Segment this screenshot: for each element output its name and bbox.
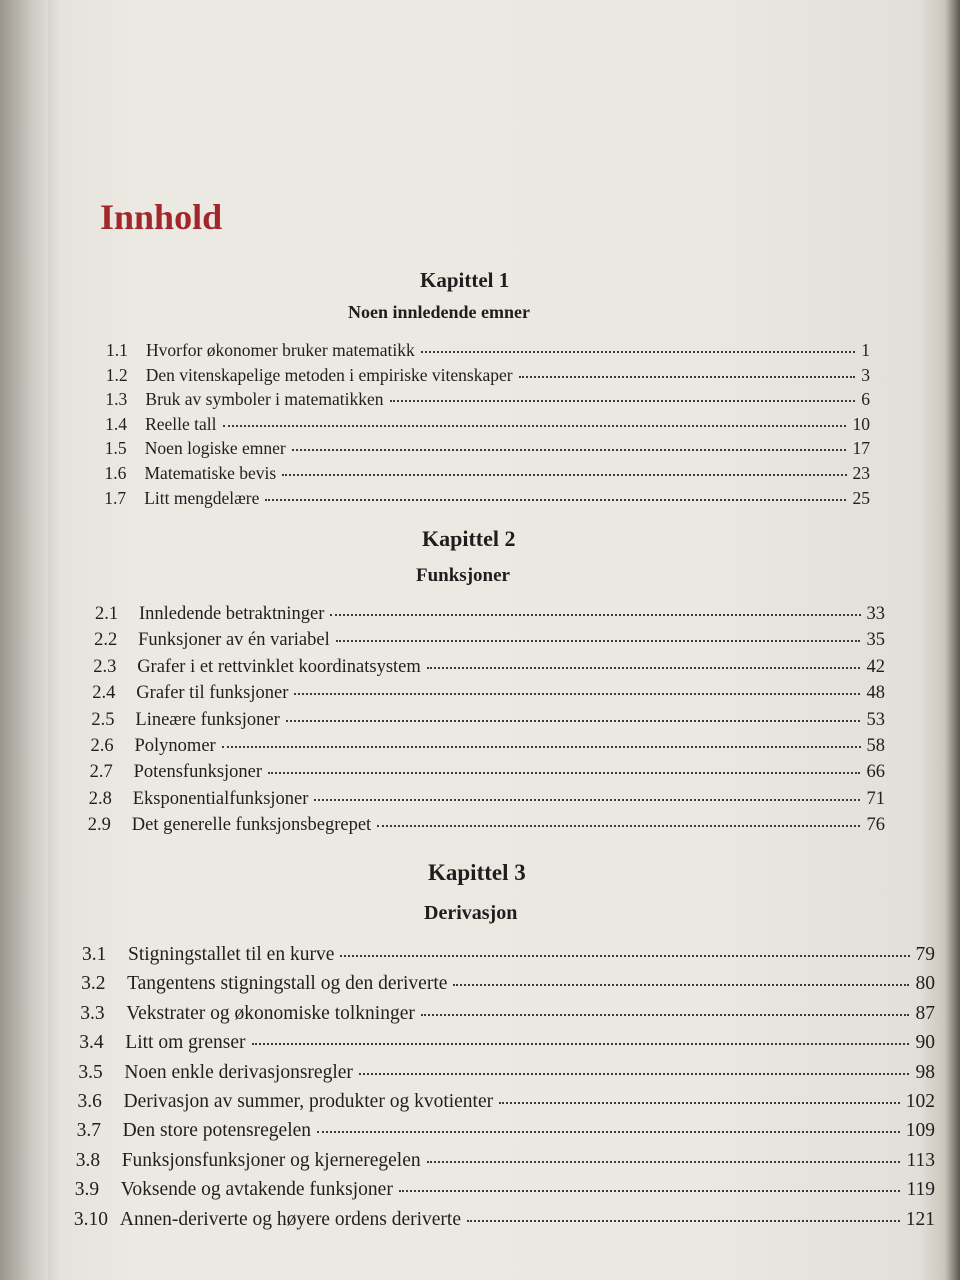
toc-entry xyxy=(82,944,935,966)
section-number: 1.6 xyxy=(104,463,127,483)
section-title: Stigningstallet til en kurve xyxy=(128,944,335,965)
leader-dots xyxy=(340,955,909,957)
leader-dots xyxy=(330,614,860,616)
section-number: 3.6 xyxy=(77,1091,102,1112)
section-number: 3.9 xyxy=(74,1179,100,1201)
leader-dots xyxy=(499,1102,900,1104)
toc-entry xyxy=(105,389,870,410)
leader-dots xyxy=(294,693,860,695)
section-number: 3.8 xyxy=(75,1149,101,1171)
chapter-1-subtitle: Noen innledende emner xyxy=(348,302,530,322)
toc-entry xyxy=(105,414,870,435)
section-title: Det generelle funksjonsbegrepet xyxy=(131,815,372,836)
leader-dots xyxy=(282,474,846,476)
section-number: 2.8 xyxy=(88,788,112,809)
section-number: 1.7 xyxy=(104,487,127,508)
section-title: Grafer i et rettvinklet koordinatsystem xyxy=(137,656,421,677)
leader-dots xyxy=(292,449,847,451)
toc-entry xyxy=(91,710,885,731)
page-number: 48 xyxy=(866,683,885,704)
leader-dots xyxy=(286,720,861,722)
section-number: 2.4 xyxy=(92,683,116,704)
section-title: Litt om grenser xyxy=(125,1032,246,1054)
page-number: 76 xyxy=(866,815,885,836)
section-number: 1.3 xyxy=(105,389,128,410)
toc-entry xyxy=(74,1209,935,1231)
chapter-1-heading: Kapittel 1 xyxy=(420,268,510,292)
section-title: Tangentens stigningstall og den deriverte xyxy=(127,973,448,995)
section-title: Derivasjon av summer, produkter og kvotienter xyxy=(123,1091,494,1112)
section-title: Vekstrater og økonomiske tolkninger xyxy=(126,1002,415,1024)
section-number: 3.7 xyxy=(76,1120,101,1142)
toc-entry xyxy=(79,1032,935,1054)
leader-dots xyxy=(223,425,847,427)
section-number: 3.3 xyxy=(80,1002,105,1024)
toc-entry xyxy=(78,1062,935,1084)
toc-entry xyxy=(76,1150,935,1172)
page-number: 90 xyxy=(915,1032,935,1054)
section-title: Noen logiske emner xyxy=(144,438,286,459)
leader-dots xyxy=(314,799,860,801)
toc-entry xyxy=(92,683,885,704)
page-title: Innhold xyxy=(100,197,223,237)
toc-entry xyxy=(95,604,885,625)
section-title: Litt mengdelære xyxy=(144,487,260,508)
leader-dots xyxy=(421,351,856,353)
page-number: 119 xyxy=(906,1179,935,1201)
section-number: 3.4 xyxy=(79,1032,104,1054)
page-number: 23 xyxy=(852,463,870,483)
leader-dots xyxy=(427,1161,901,1163)
page-number: 6 xyxy=(861,389,870,410)
section-title: Innledende betraktninger xyxy=(139,604,325,624)
page-number: 3 xyxy=(861,364,870,385)
section-title: Reelle tall xyxy=(145,413,217,434)
chapter-2-subtitle: Funksjoner xyxy=(416,565,510,586)
section-title: Den store potensregelen xyxy=(122,1120,312,1142)
section-title: Den vitenskapelige metoden i empiriske vitenskaper xyxy=(145,364,513,385)
page-number: 113 xyxy=(906,1149,935,1171)
toc-entry xyxy=(77,1120,935,1142)
section-number: 1.1 xyxy=(106,340,128,360)
section-title: Bruk av symboler i matematikken xyxy=(145,389,384,410)
toc-entry xyxy=(78,1091,936,1113)
toc-entry xyxy=(88,815,885,836)
section-title: Hvorfor økonomer bruker matematikk xyxy=(146,340,415,360)
page-number: 25 xyxy=(852,487,870,508)
leader-dots xyxy=(265,499,846,501)
toc-entry xyxy=(91,736,886,757)
leader-dots xyxy=(519,376,856,378)
section-number: 2.7 xyxy=(89,762,113,783)
section-number: 3.10 xyxy=(73,1208,109,1230)
page-number: 53 xyxy=(866,709,885,730)
leader-dots xyxy=(268,772,860,774)
section-number: 2.3 xyxy=(93,656,117,677)
toc-entry xyxy=(80,1003,935,1025)
toc-entry xyxy=(104,488,870,509)
toc-entry xyxy=(106,340,870,361)
page-number: 79 xyxy=(915,944,935,965)
page-number: 98 xyxy=(915,1061,935,1083)
section-number: 3.1 xyxy=(82,944,107,965)
page-number: 17 xyxy=(852,438,870,459)
section-title: Funksjoner av én variabel xyxy=(138,630,330,651)
toc-entry xyxy=(75,1179,935,1201)
section-title: Noen enkle derivasjonsregler xyxy=(124,1061,353,1083)
page-number: 33 xyxy=(866,604,885,624)
page-number: 66 xyxy=(866,762,885,783)
section-number: 2.9 xyxy=(87,815,111,836)
page-number: 1 xyxy=(861,340,870,360)
section-title: Eksponentialfunksjoner xyxy=(132,788,309,809)
leader-dots xyxy=(467,1220,900,1222)
toc-entry xyxy=(94,630,885,651)
page-number: 102 xyxy=(905,1091,935,1112)
page-number: 42 xyxy=(866,656,885,677)
leader-dots xyxy=(222,746,861,748)
leader-dots xyxy=(252,1043,910,1045)
section-number: 2.1 xyxy=(95,604,119,624)
section-number: 1.5 xyxy=(104,438,127,459)
toc-entry xyxy=(81,973,935,995)
leader-dots xyxy=(317,1131,900,1133)
page-number: 121 xyxy=(905,1208,935,1230)
chapter-3-subtitle: Derivasjon xyxy=(424,902,518,924)
page-number: 109 xyxy=(905,1120,935,1142)
facing-page-edge xyxy=(0,0,48,1280)
section-title: Annen-deriverte og høyere ordens deriverte xyxy=(119,1208,461,1230)
toc-entry xyxy=(105,438,870,459)
toc-entry xyxy=(89,789,885,810)
toc-entry xyxy=(93,657,885,678)
leader-dots xyxy=(390,400,856,402)
section-number: 1.4 xyxy=(105,413,127,434)
chapter-3-heading: Kapittel 3 xyxy=(428,860,526,885)
section-number: 3.2 xyxy=(81,973,106,995)
leader-dots xyxy=(427,667,861,669)
toc-entry xyxy=(90,762,885,783)
section-title: Lineære funksjoner xyxy=(135,709,280,730)
leader-dots xyxy=(377,825,860,827)
section-title: Voksende og avtakende funksjoner xyxy=(120,1179,393,1201)
page-number: 80 xyxy=(915,973,935,995)
section-number: 1.2 xyxy=(105,364,128,385)
leader-dots xyxy=(359,1073,910,1075)
section-title: Funksjonsfunksjoner og kjerneregelen xyxy=(121,1149,421,1171)
page-number: 10 xyxy=(852,413,870,434)
page-number: 58 xyxy=(866,736,885,756)
section-title: Polynomer xyxy=(134,736,216,756)
toc-entry xyxy=(106,365,870,386)
leader-dots xyxy=(453,984,909,986)
section-number: 3.5 xyxy=(78,1061,103,1083)
section-number: 2.2 xyxy=(94,630,118,651)
leader-dots xyxy=(421,1014,910,1016)
leader-dots xyxy=(336,640,861,642)
section-title: Matematiske bevis xyxy=(144,463,277,483)
chapter-2-heading: Kapittel 2 xyxy=(422,526,516,551)
section-title: Potensfunksjoner xyxy=(133,762,263,783)
page-number: 71 xyxy=(866,788,885,809)
section-number: 2.6 xyxy=(90,736,114,756)
section-number: 2.5 xyxy=(91,709,115,730)
toc-entry xyxy=(105,463,871,484)
page-number: 87 xyxy=(915,1002,935,1024)
leader-dots xyxy=(399,1190,901,1192)
page-number: 35 xyxy=(866,630,885,651)
section-title: Grafer til funksjoner xyxy=(136,683,289,704)
